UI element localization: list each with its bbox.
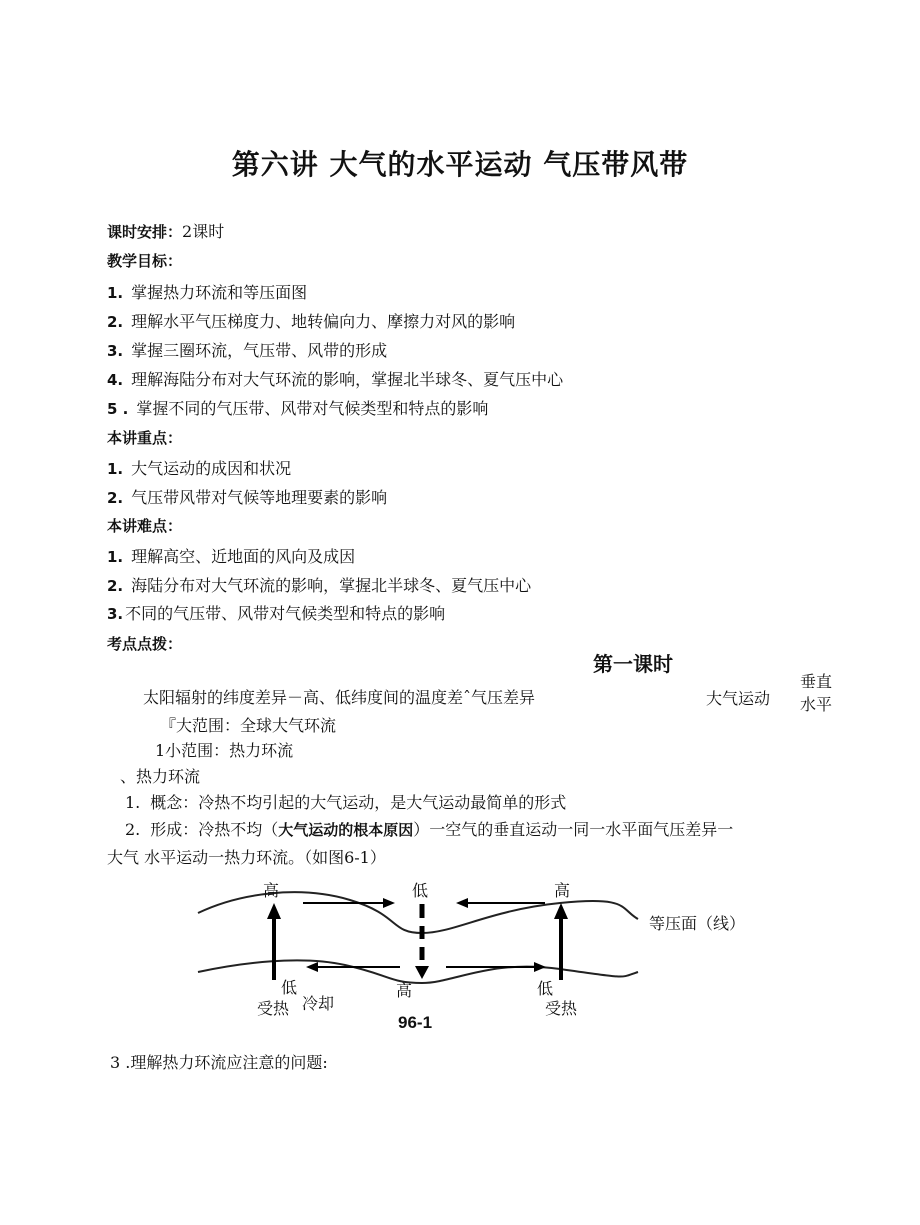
formation-bold: 大气运动的根本原因 bbox=[278, 821, 414, 839]
objective-text: 理解海陆分布对大气环流的影响，掌握北半球冬、夏气压中心 bbox=[131, 370, 564, 389]
objectives-heading: 教学目标： bbox=[107, 252, 183, 270]
objective-text: 掌握不同的气压带、风带对气候类型和特点的影响 bbox=[136, 399, 489, 418]
left-rising-arrowhead bbox=[267, 903, 281, 919]
key-point-item bbox=[107, 456, 291, 479]
lower-mid-high-label: 高 bbox=[396, 981, 413, 1000]
upper-left-high-label: 高 bbox=[263, 881, 280, 900]
figure-caption: 96-1 bbox=[398, 1013, 433, 1032]
difficulty-item bbox=[107, 544, 355, 567]
key-point-text: 大气运动的成因和状况 bbox=[131, 459, 292, 478]
lower-right-flow-arrowhead bbox=[534, 962, 546, 972]
difficulty-number: 1. bbox=[107, 548, 124, 566]
objective-number: 2. bbox=[107, 313, 124, 331]
formation-prefix: 形成：冷热不均（ bbox=[150, 820, 279, 839]
objective-number: 1. bbox=[107, 284, 124, 302]
horizontal-label: 水平 bbox=[800, 695, 833, 714]
concept-number: 1. bbox=[125, 793, 141, 812]
section-heading: 、热力环流 bbox=[120, 767, 201, 786]
lower-left-low-label: 低 bbox=[281, 978, 298, 997]
right-rising-arrowhead bbox=[554, 903, 568, 919]
difficulty-text: 理解高空、近地面的风向及成因 bbox=[131, 547, 356, 566]
difficulty-text: 海陆分布对大气环流的影响，掌握北半球冬、夏气压中心 bbox=[131, 576, 532, 595]
upper-left-flow-arrowhead bbox=[383, 898, 395, 908]
objective-number: 5 . bbox=[107, 400, 129, 418]
lesson-heading: 第一课时 bbox=[593, 652, 673, 676]
difficulty-item bbox=[107, 601, 445, 624]
key-point-item bbox=[107, 485, 387, 508]
formation-suffix: ）一空气的垂直运动一同一水平面气压差异一 bbox=[413, 820, 734, 839]
concept-text: 概念：冷热不均引起的大气运动，是大气运动最简单的形式 bbox=[150, 793, 567, 812]
concept-line bbox=[125, 790, 566, 813]
small-scale-line: 1小范围：热力环流 bbox=[155, 741, 294, 760]
upper-mid-low-label: 低 bbox=[412, 881, 429, 900]
objective-text: 理解水平气压梯度力、地转偏向力、摩擦力对风的影响 bbox=[131, 312, 516, 331]
objective-number: 4. bbox=[107, 371, 124, 389]
page-title: 第六讲 大气的水平运动 气压带风带 bbox=[231, 148, 689, 181]
schedule-line bbox=[107, 219, 224, 242]
lower-left-heat-label: 受热 bbox=[257, 999, 290, 1018]
schedule-label: 课时安排： bbox=[107, 223, 183, 241]
difficulties-heading: 本讲难点： bbox=[107, 517, 183, 535]
objective-text: 掌握三圈环流，气压带、风带的形成 bbox=[131, 341, 388, 360]
objective-item bbox=[107, 309, 515, 332]
exam-tips-heading: 考点点拨： bbox=[107, 635, 183, 653]
upper-right-high-label: 高 bbox=[554, 881, 571, 900]
motion-label: 大气运动 bbox=[706, 689, 771, 708]
formation-continuation: 大气 水平运动一热力环流。（如图6-1） bbox=[107, 848, 386, 867]
lower-right-low-label: 低 bbox=[537, 979, 554, 998]
objective-number: 3. bbox=[107, 342, 124, 360]
center-sinking-arrowhead bbox=[415, 966, 429, 979]
key-points-heading: 本讲重点： bbox=[107, 429, 183, 447]
difficulty-number: 3. bbox=[107, 605, 124, 623]
vertical-label: 垂直 bbox=[800, 672, 833, 691]
objective-text: 掌握热力环流和等压面图 bbox=[131, 283, 308, 302]
understanding-line: 3 .理解热力环流应注意的问题: bbox=[110, 1053, 328, 1072]
key-point-number: 1. bbox=[107, 460, 124, 478]
large-scale-line: 『大范围：全球大气环流 bbox=[160, 716, 337, 735]
objective-item bbox=[107, 396, 488, 419]
lower-isobar bbox=[198, 960, 638, 983]
isobar-label: 等压面（线） bbox=[649, 914, 746, 933]
difficulty-number: 2. bbox=[107, 577, 124, 595]
lower-right-heat-label: 受热 bbox=[545, 999, 578, 1018]
flow-line: 太阳辐射的纬度差异－高、低纬度间的温度差ˆ气压差异 bbox=[143, 688, 536, 707]
objective-item bbox=[107, 367, 563, 390]
upper-right-flow-arrowhead bbox=[456, 898, 468, 908]
formation-number: 2. bbox=[125, 820, 141, 839]
key-point-number: 2. bbox=[107, 489, 124, 507]
objective-item bbox=[107, 338, 387, 361]
lower-left-flow-arrowhead bbox=[306, 962, 318, 972]
difficulty-item bbox=[107, 573, 531, 596]
formation-line bbox=[125, 817, 733, 840]
key-point-text: 气压带风带对气候等地理要素的影响 bbox=[131, 488, 388, 507]
difficulty-text: 不同的气压带、风带对气候类型和特点的影响 bbox=[125, 604, 446, 623]
schedule-value: 2课时 bbox=[182, 222, 225, 241]
lower-cool-label: 冷却 bbox=[302, 994, 335, 1013]
objective-item bbox=[107, 280, 307, 303]
